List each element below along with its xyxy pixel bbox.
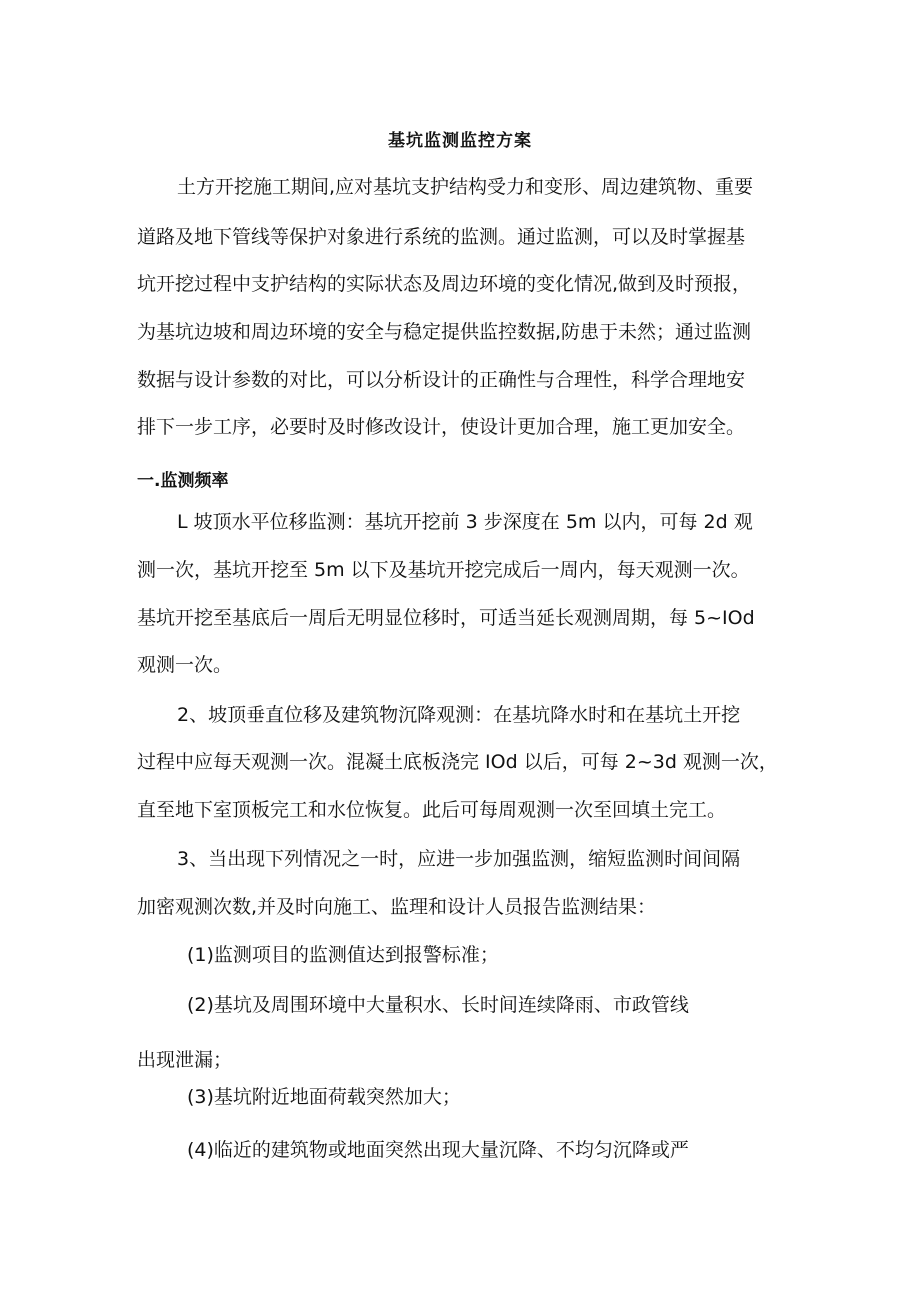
sub-item-3: (3)基坑附近地面荷载突然加大；	[187, 1086, 461, 1108]
item1-line-4: 观测一次。	[137, 654, 233, 676]
item2-line-3: 直至地下室顶板完工和水位恢复。此后可每周观测一次至回填土完工。	[137, 799, 727, 821]
sub-item-4: (4)临近的建筑物或地面突然出现大量沉降、不均匀沉降或严	[187, 1139, 689, 1161]
sub-item-1: (1)监测项目的监测值达到报警标准；	[187, 944, 499, 966]
item2-line-2: 过程中应每天观测一次。混凝土底板浇完 IOd 以后，可每 2~3d 观测一次，	[137, 751, 778, 773]
intro-line-2: 道路及地下管线等保护对象进行系统的监测。通过监测，可以及时掌握基	[137, 226, 746, 248]
intro-line-5: 数据与设计参数的对比，可以分析设计的正确性与合理性，科学合理地安	[137, 369, 746, 391]
item2-line-1: 2、坡顶垂直位移及建筑物沉降观测：在基坑降水时和在基坑土开挖	[177, 704, 741, 726]
item3-line-1: 3、当出现下列情况之一时，应进一步加强监测，缩短监测时间间隔	[177, 848, 741, 870]
sub-item-2-cont: 出现泄漏；	[137, 1049, 233, 1071]
intro-line-1: 土方开挖施工期间,应对基坑支护结构受力和变形、周边建筑物、重要	[177, 176, 754, 198]
document-title: 基坑监测监控方案	[388, 131, 532, 151]
item1-line-3: 基坑开挖至基底后一周后无明显位移时，可适当延长观测周期，每 5~IOd	[137, 607, 755, 629]
sub-item-2: (2)基坑及周围环境中大量积水、长时间连续降雨、市政管线	[187, 994, 689, 1016]
item3-line-2: 加密观测次数,并及时向施工、监理和设计人员报告监测结果：	[137, 896, 657, 918]
section-heading-frequency: 一.监测频率	[137, 471, 229, 491]
item1-line-2: 测一次，基坑开挖至 5m 以下及基坑开挖完成后一周内，每天观测一次。	[137, 559, 750, 581]
item1-line-1: L 坡顶水平位移监测：基坑开挖前 3 步深度在 5m 以内，可每 2d 观	[177, 511, 753, 533]
intro-line-6: 排下一步工序，必要时及时修改设计，使设计更加合理，施工更加安全。	[137, 416, 746, 438]
intro-line-4: 为基坑边坡和周边环境的安全与稳定提供监控数据,防患于未然；通过监测	[137, 321, 752, 343]
intro-line-3: 坑开挖过程中支护结构的实际状态及周边环境的变化情况,做到及时预报，	[137, 273, 752, 295]
